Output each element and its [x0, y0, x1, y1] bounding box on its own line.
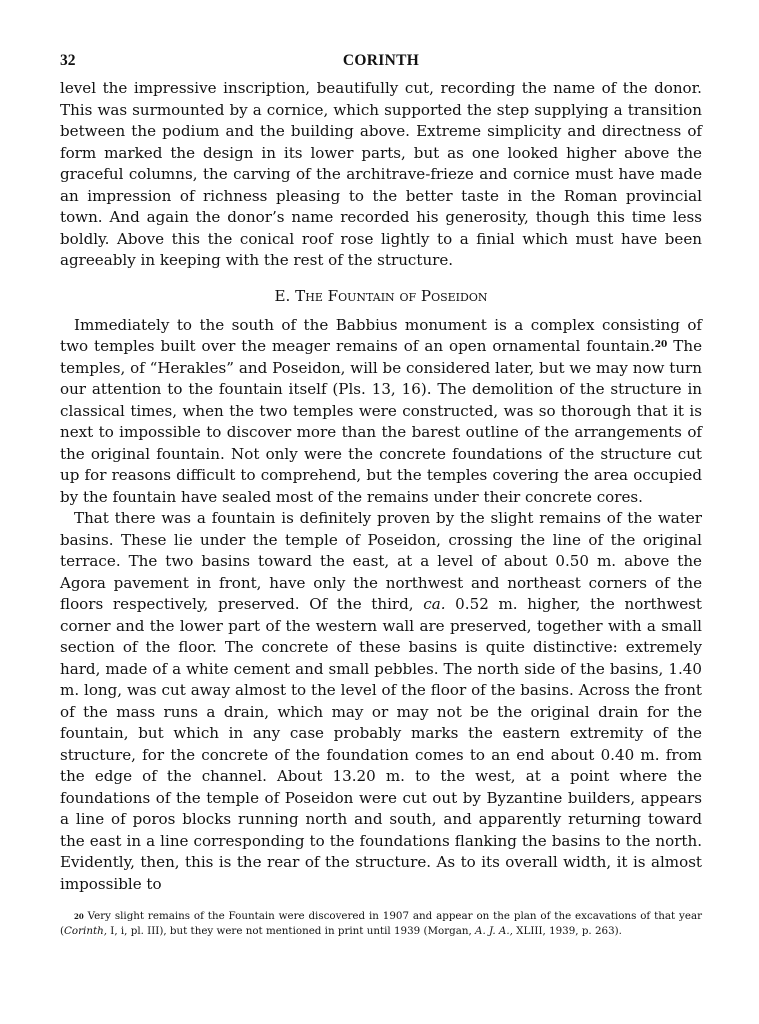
footnote-number: 20	[74, 912, 84, 921]
footnote-text-c: XLIII, 1939, p. 263).	[512, 925, 622, 937]
page	[60, 52, 702, 939]
paragraph-2-text-a: Immediately to the south of the Babbius monument is a complex consisting of two temples built over the meager remains of an open ornamental fountain.	[60, 315, 702, 355]
running-header	[60, 52, 702, 78]
paragraph-1: level the impressive inscription, beautifully cut, recording the name of the donor. This was surmounted by a cornice, which supported the step supplying a transition between the podium and the building above. Extreme simplicity and directness of form marked the design in its lower parts, but as one looked higher above the graceful columns, the carving of the architrave-frieze and cornice must have made an impression of richness pleasing to the better taste in the Roman provincial town. And again the donor’s name recorded his generosity, though this time less boldly. Above this the conical roof rose lightly to a finial which must have been agreeably in keeping with the rest of the structure.	[60, 79, 702, 269]
footnotes	[60, 909, 702, 939]
footnote-corinth: Corinth,	[64, 925, 107, 937]
footnote-text-b: I, i, pl. III), but they were not mentioned in print until 1939 (Morgan,	[107, 925, 476, 937]
footnote-aja: A. J. A.,	[475, 925, 513, 937]
footnote-20	[60, 909, 702, 939]
paragraph-3-ca: ca.	[423, 595, 446, 613]
footnote-text-a: Very slight remains of the Fountain were discovered in 1907 and appear on the plan of the excavations of that year (	[60, 910, 702, 937]
paragraph-2-text-b: The temples, of “Herakles” and Poseidon, will be considered later, but we may now turn our attention to the fountain itself (Pls. 13, 16). The demolition of the structure in classical times, when the two temples were constructed, was so thorough that it is next to impossible to discover more than the barest outline of the arrangements of the original fountain. Not only were the concrete foundations of the structure cut up for reasons difficult to comprehend, but the temples covering the area occupied by the fountain have sealed most of the remains under their concrete cores.	[60, 337, 702, 506]
paragraph-3-text-a: That there was a fountain is definitely proven by the slight remains of the water basins. These lie under the temple of Poseidon, crossing the line of the original terrace. The two basins toward the east, at a level of about 0.50 m. above the Agora pavement in front, have only the northwest and northeast corners of the floors respectively, preserved. Of the third,	[60, 509, 702, 613]
page-number: 32	[60, 52, 76, 69]
running-title: CORINTH	[342, 52, 420, 69]
section-letter: E.	[274, 286, 291, 305]
section-heading	[60, 285, 702, 307]
paragraph-3-text-b: 0.52 m. higher, the northwest corner and the lower part of the western wall are preserved, together with a small section of the floor. The concrete of these basins is quite distinctive: extremely hard, made of a white cement and small pebbles. The north side of the basins, 1.40 m. long, was cut away almost to the level of the floor of the basins. Across the front of the mass runs a drain, which may or may not be the original drain for the fountain, but which in any case probably marks the eastern extremity of the structure, for the concrete of the foundation comes to an end about 0.40 m. from the edge of the channel. About 13.20 m. to the west, at a point where the foundations of the temple of Poseidon were cut out by Byzantine builders, appears a line of poros blocks running north and south, and apparently returning toward the east in a line corresponding to the foundations flanking the basins to the north. Evidently, then, this is the rear of the structure. As to its overall width, it is almost impossible to	[60, 595, 702, 893]
paragraph-3	[60, 508, 702, 895]
paragraph-2	[60, 315, 702, 509]
section-title: The Fountain of Poseidon	[295, 286, 488, 305]
footnote-ref-20[interactable]: 20	[654, 340, 668, 350]
